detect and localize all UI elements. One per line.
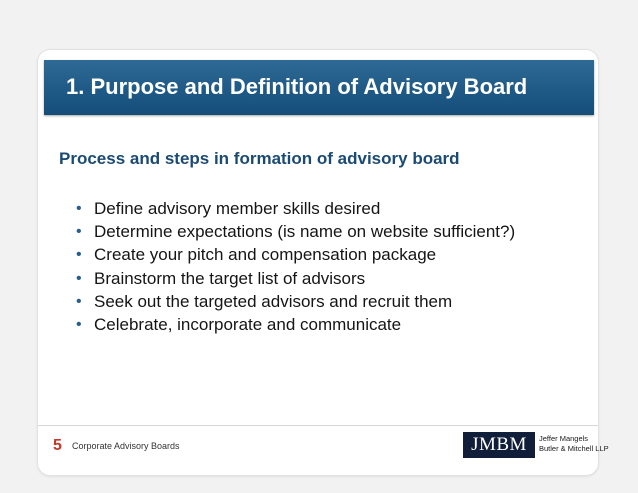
title-bar xyxy=(44,60,594,115)
bullet-item xyxy=(76,290,515,313)
bullet-item xyxy=(76,313,515,336)
bullet-icon: • xyxy=(76,223,82,241)
bullet-item xyxy=(76,220,515,243)
bullet-icon: • xyxy=(76,269,82,287)
bullet-text: Seek out the targeted advisors and recruit them xyxy=(94,291,453,311)
logo-mark xyxy=(463,432,535,458)
slide-title: 1. Purpose and Definition of Advisory Board xyxy=(66,74,528,99)
company-logo xyxy=(463,432,609,458)
logo-firm-name-line1: Jeffer Mangels xyxy=(539,434,589,443)
bullet-item xyxy=(76,267,515,290)
logo-firm-name xyxy=(539,434,609,454)
bullet-text: Celebrate, incorporate and communicate xyxy=(94,315,402,335)
footer-caption: Corporate Advisory Boards xyxy=(72,441,180,451)
bullet-text: Brainstorm the target list of advisors xyxy=(94,268,366,288)
page-number: 5 xyxy=(53,437,62,454)
bullet-item xyxy=(76,197,515,220)
bullet-item xyxy=(76,243,515,266)
bullet-icon: • xyxy=(76,246,82,264)
bullet-text: Determine expectations (is name on website sufficient?) xyxy=(94,222,516,242)
bullet-list xyxy=(76,197,515,336)
section-heading: Process and steps in formation of advisory board xyxy=(59,149,460,168)
footer-divider xyxy=(38,425,598,426)
bullet-icon: • xyxy=(76,292,82,310)
bullet-icon: • xyxy=(76,316,82,334)
bullet-icon: • xyxy=(76,200,82,217)
logo-firm-name-line2: Butler & Mitchell LLP xyxy=(539,444,609,453)
bullet-text: Define advisory member skills desired xyxy=(94,199,381,218)
bullet-text: Create your pitch and compensation package xyxy=(94,245,437,265)
logo-mark-text: JMBM xyxy=(471,434,527,455)
